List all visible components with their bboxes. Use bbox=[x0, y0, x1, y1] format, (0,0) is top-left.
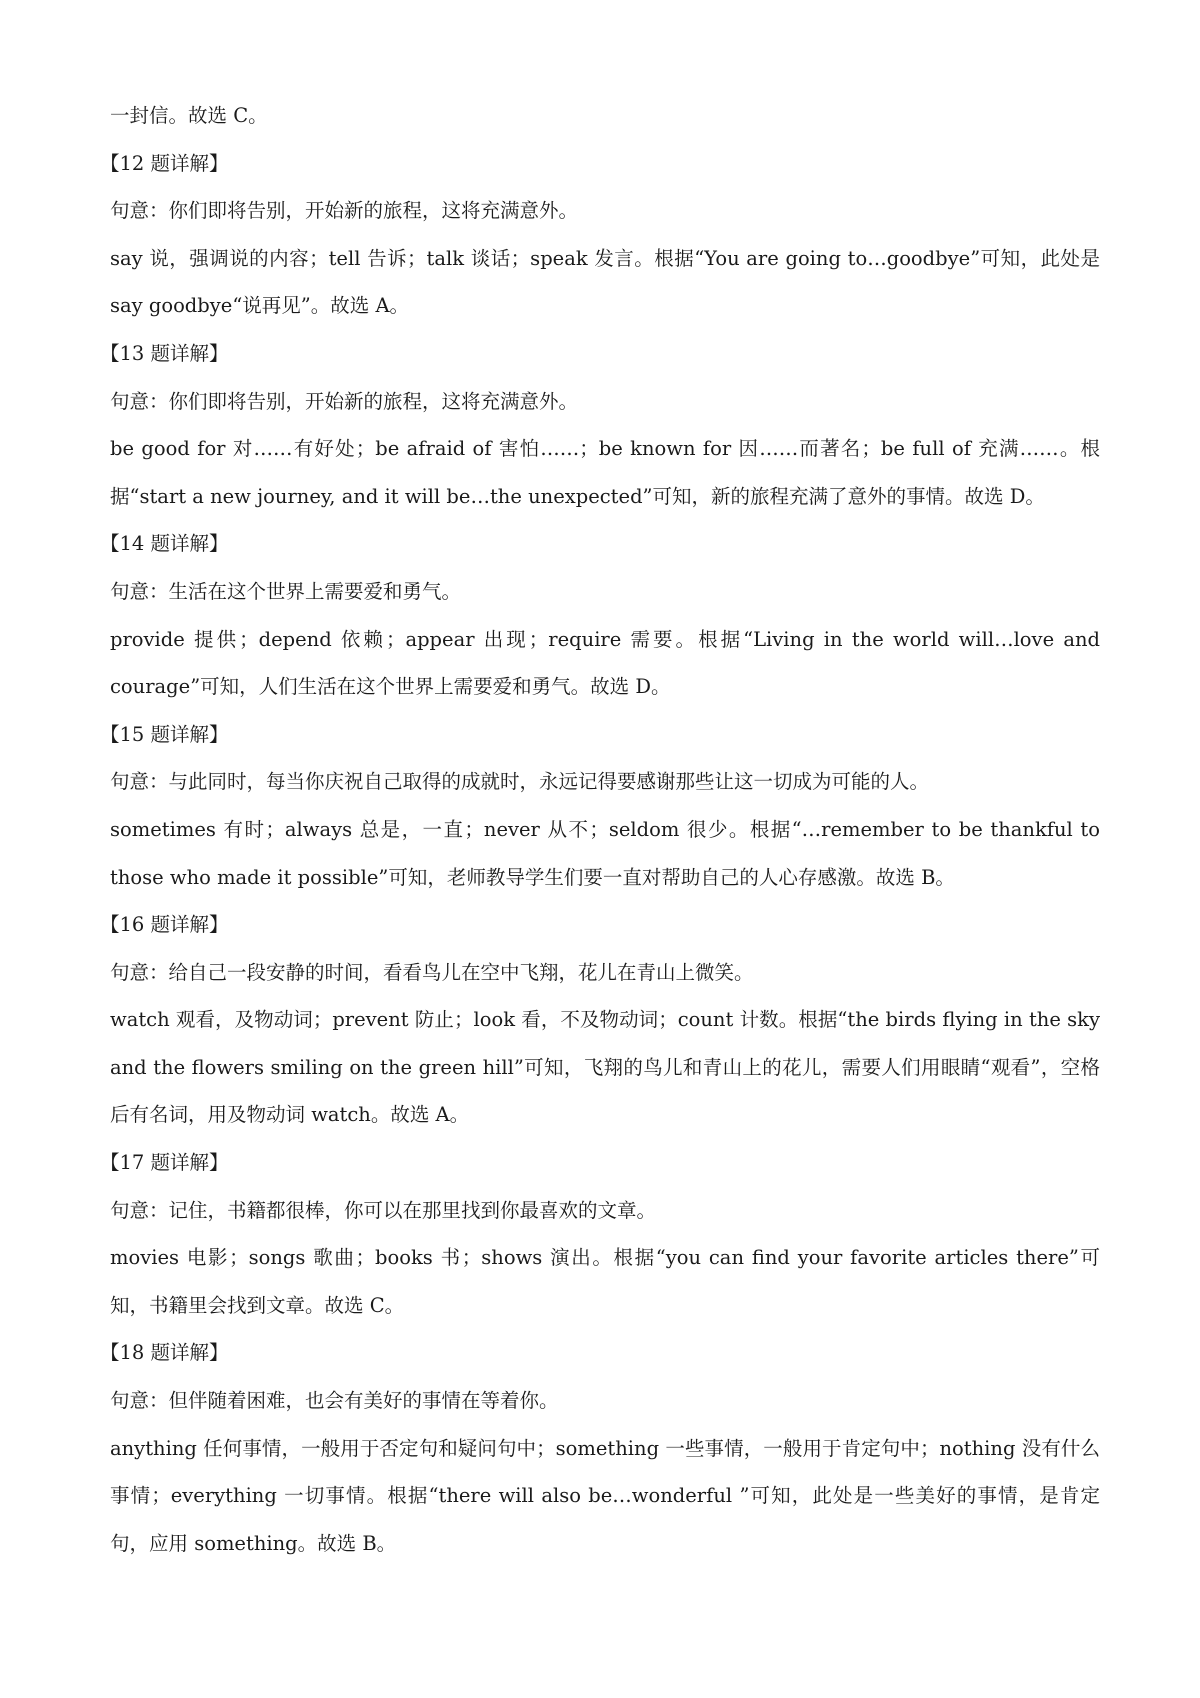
q12-heading: 【12 题详解】 bbox=[100, 151, 229, 175]
q15-heading: 【15 题详解】 bbox=[100, 722, 229, 746]
q18-explanation: anything 任何事情，一般用于否定句和疑问句中；something 一些事情，一般用于肯定句中；nothing 没有什么事情；everything 一切事情。根据“there will also be…wonderful ”可知，此处是一些美好的事情，是肯定句，应用 something。故选 B。 bbox=[110, 1436, 1100, 1555]
q17-meaning: 句意：记住，书籍都很棒，你可以在那里找到你最喜欢的文章。 bbox=[110, 1198, 657, 1222]
q14-explanation: provide 提供；depend 依赖；appear 出现；require 需要。根据“Living in the world will…love and courage”可知，人们生活在这个世界上需要爱和勇气。故选 D。 bbox=[110, 627, 1100, 699]
q18-heading: 【18 题详解】 bbox=[100, 1341, 229, 1365]
q15-explanation: sometimes 有时；always 总是，一直；never 从不；seldom 很少。根据“…remember to be thankful to those who made it possible”可知，老师教导学生们要一直对帮助自己的人心存感激。故选 B。 bbox=[110, 817, 1100, 889]
q17-heading: 【17 题详解】 bbox=[100, 1151, 229, 1175]
q14-heading: 【14 题详解】 bbox=[100, 532, 229, 556]
q12-explanation: say 说，强调说的内容；tell 告诉；talk 谈话；speak 发言。根据“You are going to…goodbye”可知，此处是 say goodbye“说再见”。故选 A。 bbox=[110, 246, 1100, 318]
q13-meaning: 句意：你们即将告别，开始新的旅程，这将充满意外。 bbox=[110, 389, 579, 413]
q16-heading: 【16 题详解】 bbox=[100, 913, 229, 937]
q17-explanation: movies 电影；songs 歌曲；books 书；shows 演出。根据“you can find your favorite articles there”可知，书籍里会找到文章。故选 C。 bbox=[110, 1246, 1100, 1317]
q13-heading: 【13 题详解】 bbox=[100, 341, 229, 365]
continuation-line: 一封信。故选 C。 bbox=[110, 104, 268, 127]
q12-meaning: 句意：你们即将告别，开始新的旅程，这将充满意外。 bbox=[110, 199, 579, 223]
q15-meaning: 句意：与此同时，每当你庆祝自己取得的成就时，永远记得要感谢那些让这一切成为可能的人。 bbox=[110, 770, 930, 794]
q13-explanation: be good for 对……有好处；be afraid of 害怕……；be known for 因……而著名；be full of 充满……。根据“start a new journey, and it will be…the unexpected”可知，新的旅程充满了意外的事情。故选 D。 bbox=[110, 437, 1100, 508]
q18-meaning: 句意：但伴随着困难，也会有美好的事情在等着你。 bbox=[110, 1389, 559, 1413]
q16-explanation: watch 观看，及物动词；prevent 防止；look 看，不及物动词；count 计数。根据“the birds flying in the sky and the flowers smiling on the green hill”可知，飞翔的鸟儿和青山上的花儿，需要人们用眼睛“观看”，空格后有名词，用及物动词 watch。故选 A。 bbox=[110, 1008, 1100, 1127]
q16-meaning: 句意：给自己一段安静的时间，看看鸟儿在空中飞翔，花儿在青山上微笑。 bbox=[110, 960, 754, 984]
q14-meaning: 句意：生活在这个世界上需要爱和勇气。 bbox=[110, 579, 462, 603]
document-page bbox=[100, 92, 1100, 1567]
